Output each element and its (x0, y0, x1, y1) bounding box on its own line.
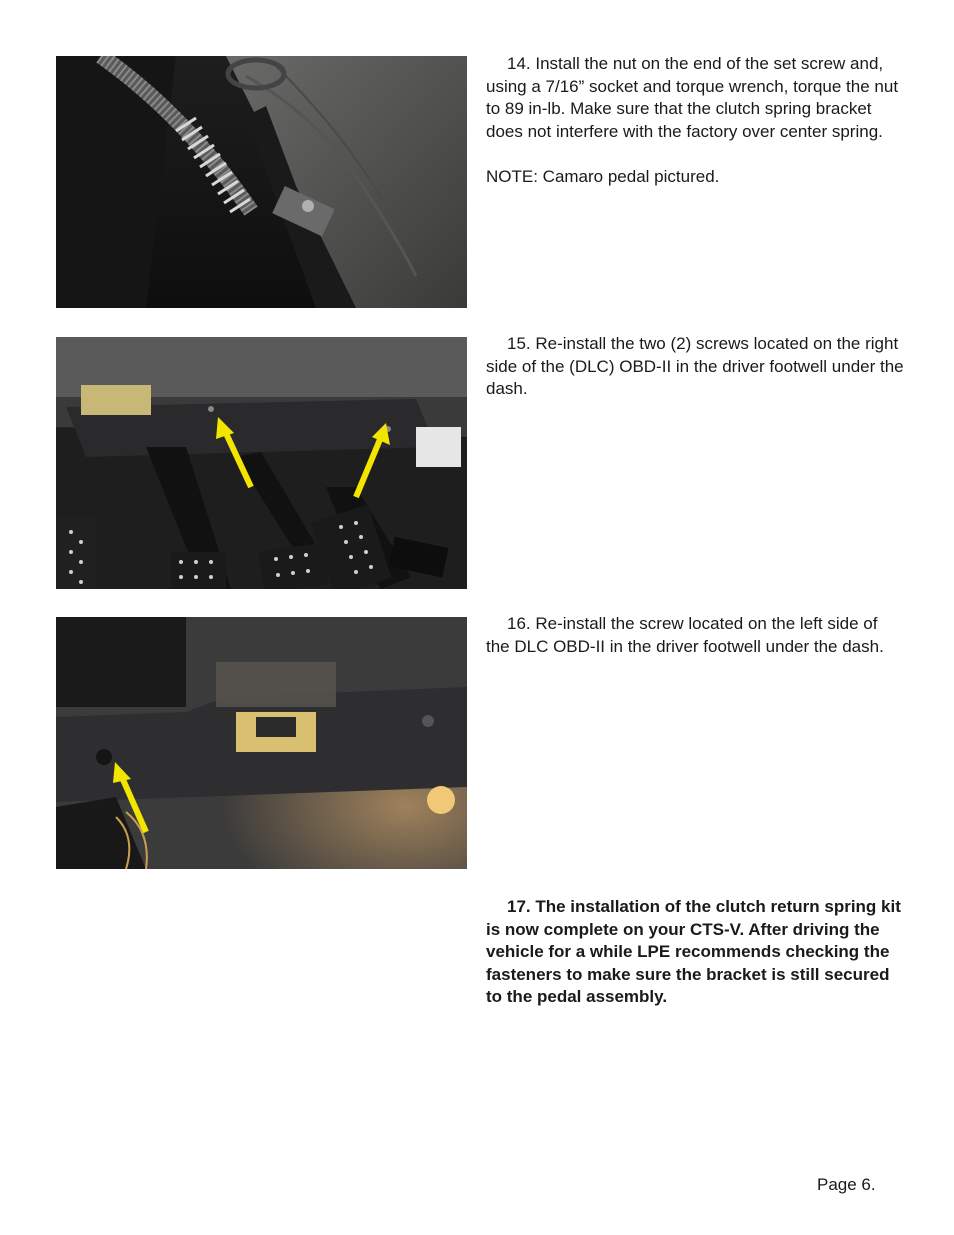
step-16 (486, 613, 904, 658)
step-14 (486, 53, 904, 188)
clutch-spring-photo-illustration (56, 56, 467, 308)
page-number: Page 6. (817, 1175, 876, 1194)
step-17-text: 17. The installation of the clutch return spring kit is now complete on your CTS-V. After driving the vehicle for a while LPE recommends checking the fasteners to make sure the bracket is still secured to the pedal assembly. (486, 897, 901, 1006)
step-15 (486, 333, 904, 401)
photo-dlc-left-screw (56, 617, 467, 869)
step-17 (486, 896, 904, 1009)
photo-dlc-right-screws (56, 337, 467, 589)
step-14-note: NOTE: Camaro pedal pictured. (486, 166, 720, 186)
photo-clutch-spring-nut (56, 56, 467, 308)
step-15-text: 15. Re-install the two (2) screws located on the right side of the (DLC) OBD-II in the driver footwell under the dash. (486, 334, 904, 398)
step-16-text: 16. Re-install the screw located on the left side of the DLC OBD-II in the driver footwell under the dash. (486, 614, 884, 656)
dlc-right-screws-photo-illustration (56, 337, 467, 589)
dlc-left-screw-photo-illustration (56, 617, 467, 869)
step-14-text: 14. Install the nut on the end of the set screw and, using a 7/16” socket and torque wrench, torque the nut to 89 in-lb. Make sure that the clutch spring bracket does not interfere with the factory over center spring. (486, 54, 899, 141)
